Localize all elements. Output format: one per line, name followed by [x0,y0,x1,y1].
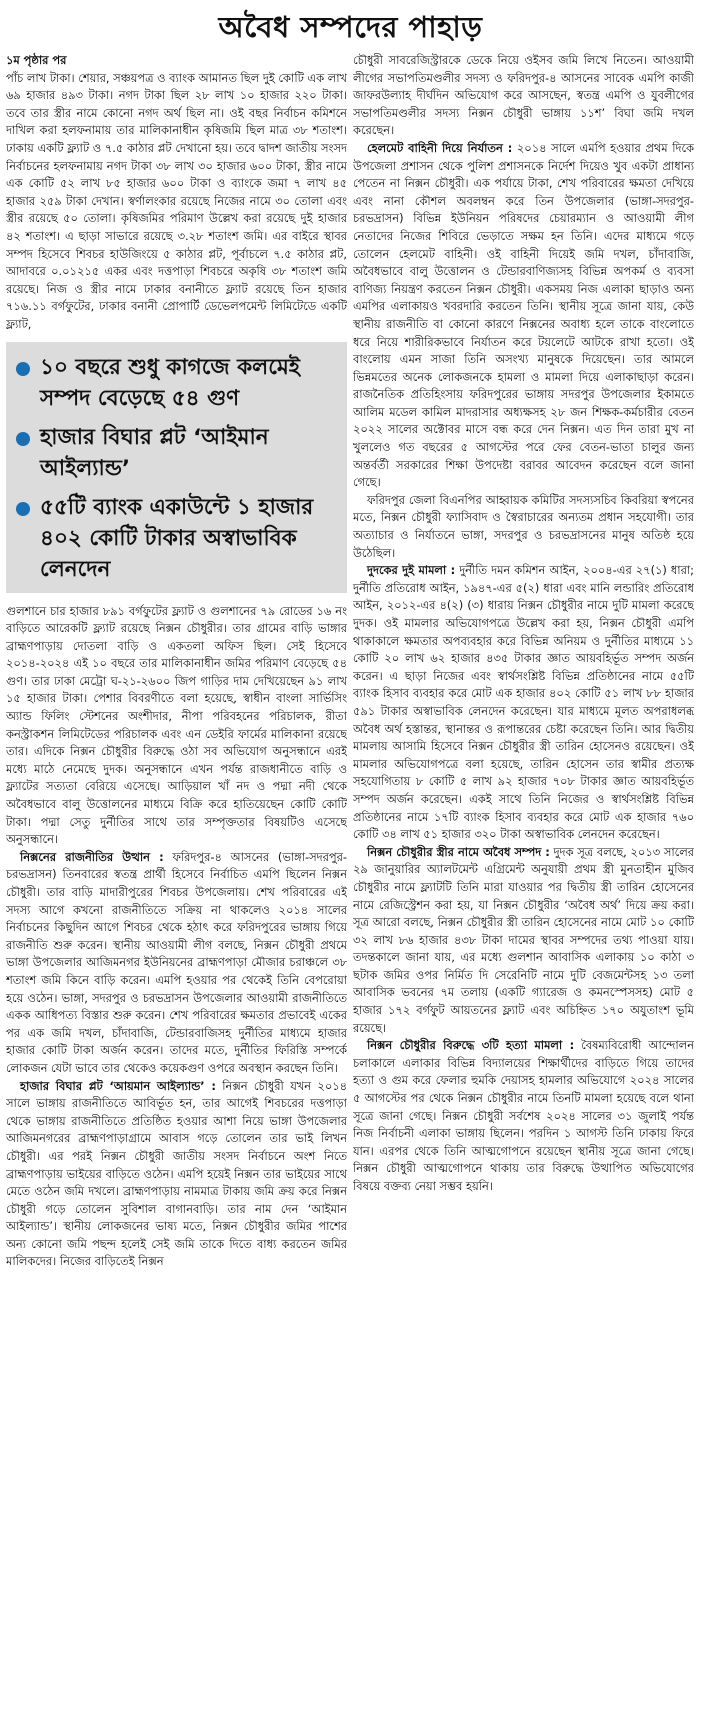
section-text: দুদক সূত্র বলছে, ২০১৩ সালের ২৯ জানুয়ারির অ্যালটমেন্ট এগ্রিমেন্ট অনুযায়ী প্রথম স্ত্রী মুনতাহীন মুজিব চৌধুরীর নামে ফ্ল্যাটটি তিনি মারা যাওয়ার পর দ্বিতীয় স্ত্রী তারিন হোসেনের নামে রেজিস্ট্রেশন করা হয়, যা নিক্সন চৌধুরীর ‘অবৈধ অর্থ’ দিয়ে ক্রয় করা। সূত্র আরো বলছে, নিক্সন চৌধুরীর স্ত্রী তারিন হোসেনের নামে মোট ১০ কোটি ৩২ লাখ ৮৬ হাজার ৪৩৮ টাকা দামের স্থাবর সম্পদের তথ্য পাওয়া যায়। তদন্তকালে জানা যায়, এর মধ্যে গুলশান আবাসিক এলাকায় ১০ কাঠা ৩ ছটাক জমির ওপর নির্মিত দি সেরেনিটি নামে দুটি বেজমেন্টসহ ১৩ তলা আবাসিক ভবনের ৭ম তলায় (একটি গ্যারেজ ও কমনস্পেসসহ) মোট ৫ হাজার ১৭২ বর্গফুট আয়তনের ফ্ল্যাট এবং অচিহ্নিত ১৭০ অযুতাংশ ভূমি রয়েছে। [353,844,694,1035]
section-title: নিক্সন চৌধুরীর স্ত্রীর নামে অবৈধ সম্পদ : [367,844,550,859]
highlight-text: হাজার বিঘার প্লট ‘আইমান আইল্যান্ড’ [40,424,269,481]
left-paragraph-1: পাঁচ লাখ টাকা। শেয়ার, সঞ্চয়পত্র ও ব্যাংক আমানত ছিল দুই কোটি এক লাখ ৬৯ হাজার ৪৯৩ টাকা। নগদ টাকা ছিল ২৮ লাখ ১০ হাজার ২২০ টাকা। তবে তার স্ত্রীর নামে কোনো নগদ অর্থ ছিল না। ওই বছর নির্বাচন কমিশনে দাখিল করা হলফনামায় তার মালিকানাধীন কৃষিজমি ছিল মাত্র ৩৮ শতাংশ। ঢাকায় একটি ফ্ল্যাট ও ৭.৫ কাঠার প্লট দেখানো হয়। তবে দ্বাদশ জাতীয় সংসদ নির্বাচনের হলফনামায় নগদ টাকা ৩৮ লাখ ৩০ হাজার ৬০০ টাকা, স্ত্রীর নামে এক কোটি ৫২ লাখ ৮৫ হাজার ৬০০ টাকা ও ব্যাংকে জমা ৭ লাখ ৪৫ হাজার ২৫৯ টাকা দেখান। স্বর্ণালংকার রয়েছে নিজের নামে ৩০ তোলা এবং স্ত্রীর রয়েছে ৫০ তোলা। কৃষিজমির পরিমাণ উল্লেখ করা রয়েছে দুই হাজার ৪২ শতাংশ। এ ছাড়া সাভারে রয়েছে ৩.২৮ শতাংশ জমি। এর বাইরে স্থাবর সম্পদ হিসেবে শিবচর হাউজিংয়ে ৫ কাঠার প্লট, পূর্বাচলে ৭.৫ কাঠার প্লট, আদাবরে ০.০১২১৫ একর এবং দত্তপাড়া শিবচরে অকৃষি ৩৮ শতাংশ জমি রয়েছে। নিজ ও স্ত্রীর নামে ঢাকার বনানীতে ফ্ল্যাট রয়েছে তিন হাজার ৭১৬.১১ বর্গফুটের, ঢাকার বনানী প্রোপার্টি ডেভেলপমেন্ট লিমিটেডে একটি ফ্ল্যাট, [6,70,347,331]
highlight-box [6,342,347,593]
section-text: ২০১৪ সালে এমপি হওয়ার প্রথম দিকে উপজেলা প্রশাসন থেকে পুলিশ প্রশাসনকে নির্দেশ দিয়েও খুব একটা প্রাধান্য পেতেন না নিক্সন চৌধুরী। এক পর্যায়ে টাকা, শেখ পরিবারের ক্ষমতা দেখিয়ে এবং নানা কৌশল অবলম্বন করে তিন উপজেলার (ভাঙ্গা-সদরপুর-চরভদ্রাসন) বিভিন্ন ইউনিয়ন পরিষদের চেয়ারম্যান ও আওয়ামী লীগ নেতাদের নিজের শিবিরে ভেড়াতে সক্ষম হন তিনি। এদের মাধ্যমে গড়ে তোলেন হেলমেট বাহিনী। ওই বাহিনী দিয়েই জমি দখল, চাঁদাবাজি, অবৈধভাবে বালু উত্তোলন ও টেন্ডারবাণিজ্যসহ বিভিন্ন অপকর্ম ও ব্যবসা বাণিজ্য নিয়ন্ত্রণ করতেন নিক্সন চৌধুরী। একসময় নিজ এলাকা ছাড়াও অন্য এমপির এলাকায়ও খবরদারি করতেন তিনি। স্থানীয় সূত্রে জানা যায়, কেউ স্থানীয় রাজনীতি বা কোনো কারণে নিক্সনের অবাধ্য হলে তাকে বাংলোতে ধরে নিয়ে শারীরিকভাবে নির্যাতন করে টয়লেটে আটকে রাখা হতো। ওই বাংলোয় এমন সাজা তিনি অসংখ্য মানুষকে দিয়েছেন। তার আমলে ভিন্নমতের অনেক লোকজনকে হামলা ও মামলা দিয়ে এলাকাছাড়া করেন। রাজনৈতিক প্রতিহিংসায় ফরিদপুরের ভাঙ্গায় সদরপুর উপজেলার ইকামতে আলিম মডেল কামিল মাদরাসার অধ্যক্ষসহ ২৮ জন শিক্ষক-কর্মচারীর বেতন ২০২২ সালের অক্টোবর মাসে বন্ধ করে দেন নিক্সন। এত দিন তারা মুখ না খুললেও গত বছরের ৫ আগস্টের পরে ফের বেতন-ভাতা চালুর জন্য অন্তর্বর্তী সরকারের শিক্ষা উপদেষ্টা বরাবর আবেদন করেছেন বলে জানা গেছে। [353,140,694,490]
highlight-item [16,352,337,414]
bullet-icon [16,502,30,516]
section-title: নিক্সন চৌধুরীর বিরুদ্ধে ৩টি হত্যা মামলা : [367,1038,575,1053]
article-columns [6,52,695,1725]
bullet-icon [16,362,30,376]
section-wife-assets [353,844,694,1038]
section-political-rise [6,849,347,1078]
section-text: নিক্সন চৌধুরী যখন ২০১৪ সালে ভাঙ্গায় রাজনীতিতে আবির্ভূত হন, তার আগেই শিবচরের দত্তপাড়া থেকে ভাঙ্গায় রাজনীতিতে প্রতিষ্ঠিত হওয়ার আশা নিয়ে ভাঙ্গা উপজেলার আজিমনগরের ব্রাহ্মণপাড়াগ্রামে আবাস গড়ে তোলেন তার ভাই লিখন চৌধুরী। এর পরই নিক্সন চৌধুরী জাতীয় সংসদ নির্বাচনে অংশ নিতে ব্রাহ্মণপাড়ায় ভাইয়ের বাড়িতে ওঠেন। এমপি হয়েই নিক্সন তার ভাইয়ের সাথে মেতে ওঠেন জমি দখলে। ব্রাহ্মণপাড়ায় নামমাত্র টাকায় জমি ক্রয় করে নিক্সন চৌধুরী গড়ে তোলেন সুবিশাল বাগানবাড়ি। তার নাম দেন ‘আইমান আইল্যান্ড’। স্থানীয় লোকজনের ভাষ্য মতে, নিক্সন চৌধুরীর জমির পাশের অন্য কোনো জমি পছন্দ হলেই সেই জমি তাকে দিতে বাধ্য করতেন জমির মালিকদের। নিজের বাড়িতেই নিক্সন [6,1078,347,1269]
highlight-text: ১০ বছরে শুধু কাগজে কলমেই সম্পদ বেড়েছে ৫৪ গুণ [40,354,300,411]
right-paragraph-2: ফরিদপুর জেলা বিএনপির আহ্বায়ক কমিটির সদস্যসচিব কিবরিয়া স্বপনের মতে, নিক্সন চৌধুরী ফ্যাসিবাদ ও স্বৈরাচারের অন্যতম প্রধান সহযোগী। তার অত্যাচার ও নির্যাতনে ভাঙ্গা, সদরপুর ও চরভদ্রাসনের মানুষ অতিষ্ঠ হয়ে উঠেছিল। [353,492,694,560]
highlight-text: ৫৫টি ব্যাংক একাউন্টে ১ হাজার ৪০২ কোটি টাকার অস্বাভাবিক লেনদেন [40,494,314,582]
section-murder-cases [353,1037,694,1195]
headline: অবৈধ সম্পদের পাহাড় [218,10,483,44]
right-column [353,52,694,1725]
section-text: দুর্নীতি দমন কমিশন আইন, ২০০৪-এর ২৭(১) ধারা; দুর্নীতি প্রতিরোধ আইন, ১৯৪৭-এর ৫(২) ধারা এবং মানি লন্ডারিং প্রতিরোধ আইন, ২০১২-এর ৪(২) (৩) ধারায় নিক্সন চৌধুরীর নামে দুটি মামলা করেছে দুদক। ওই মামলার অভিযোগপত্রে উল্লেখ করা হয়, নিক্সন চৌধুরী এমপি থাকাকালে ক্ষমতার অপব্যবহার করে বিভিন্ন অনিয়ম ও দুর্নীতির মাধ্যমে ১১ কোটি ২০ লাখ ৬২ হাজার ৪৩৫ টাকার জ্ঞাত আয়বহির্ভূত সম্পদ অর্জন করেন। এ ছাড়া নিজের এবং স্বার্থসংশ্লিষ্ট বিভিন্ন প্রতিষ্ঠানের নামে ৫৫টি ব্যাংক হিসাব ব্যবহার করে মোট এক হাজার ৪০২ কোটি ৫১ লাখ ৮৮ হাজার ৫৯১ টাকার অস্বাভাবিক লেনদেন করেছেন। যার মাধ্যমে মূলত অপরাধলব্ধ অবৈধ অর্থ হস্তান্তর, স্থানান্তর ও রূপান্তরের চেষ্টা করেছেন তিনি। আর দ্বিতীয় মামলায় আসামি হিসেবে নিক্সন চৌধুরীর স্ত্রী তারিন হোসেনও রয়েছেন। ওই মামলার অভিযোগপত্রে বলা হয়েছে, তারিন হোসেন তার স্বামীর প্রত্যক্ষ সহযোগিতায় ৮ কোটি ৫ লাখ ৯২ হাজার ৭০৮ টাকার জ্ঞাত আয়বহির্ভূত সম্পদ অর্জন করেছেন। একই সাথে তিনি নিজের ও স্বার্থসংশ্লিষ্ট বিভিন্ন প্রতিষ্ঠানের নামে ১৭টি ব্যাংক হিসাব ব্যবহার করে মোট এক হাজার ৭৬০ কোটি ৩৪ লাখ ৫১ হাজার ৩২০ টাকা অস্বাভাবিক লেনদেন করেছেন। [353,563,694,842]
left-column [6,52,347,1725]
bullet-icon [16,432,30,446]
continued-from-label: ১ম পৃষ্ঠার পর [6,53,67,67]
right-paragraph-1: চৌধুরী সাবরেজিস্ট্রারকে ডেকে নিয়ে ওইসব জমি লিখে নিতেন। আওয়ামী লীগের সভাপতিমণ্ডলীর সদস্য ও ফরিদপুর-৪ আসনের সাবেক এমপি কাজী জাফরউল্যাহ দীর্ঘদিন অভিযোগ করে আসছেন, স্বতন্ত্র এমপি ও যুবলীগের সভাপতিমণ্ডলীর সদস্য নিক্সন চৌধুরী ভাঙ্গায় ১১শ’ বিঘা জমি দখল করেছেন। [353,53,694,138]
section-title: নিক্সনের রাজনীতির উত্থান : [20,849,164,864]
section-title: দুদকের দুই মামলা : [367,563,456,578]
left-paragraph-2: গুলশানে চার হাজার ৮৯১ বর্গফুটের ফ্ল্যাট ও গুলশানের ৭৯ রোডের ১৬ নং বাড়িতে আরেকটি ফ্ল্যাট রয়েছে নিক্সন চৌধুরীর। তার গ্রামের বাড়ি ভাঙ্গার ব্রাহ্মণপাড়ায় দোতলা বাড়ি ও একতলা অফিস ছিল। সেই হিসেবে ২০১৪-২০২৪ এই ১০ বছরে তার মালিকানাধীন জমির পরিমাণ বেড়েছে ৫৪ গুণ। তার ঢাকা মেট্রো ঘ-২১-২৬০০ জিপ গাড়ির দাম দেখিয়েছেন ৯১ লাখ ১৫ হাজার টাকা। পেশার বিবরণীতে বলা হয়েছে, স্বাধীন বাংলা সার্ভিসিং অ্যান্ড ফিলিং স্টেশনের অংশীদার, নীপা পরিবহনের পরিচালক, রীতা কনস্ট্রাকশন লিমিটেডের পরিচালক এবং এন ডেইরি ফার্মের মালিকানা রয়েছে তার। এদিকে নিক্সন চৌধুরীর বিরুদ্ধে ওঠা সব অভিযোগ অনুসন্ধানে এরই মধ্যে মাঠে নেমেছে দুদক। অনুসন্ধানে এখন পর্যন্ত রাজধানীতে বাড়ি ও ফ্ল্যাটের সত্যতা বেরিয়ে এসেছে। আড়িয়াল খাঁ নদ ও পদ্মা নদী থেকে অবৈধভাবে বালু উত্তোলনের মাধ্যমে বিক্রি করে হাতিয়েছেন কোটি কোটি টাকা। পদ্মা সেতু দুর্নীতির সাথে তার সম্পৃক্ততার বিষয়টিও এসেছে অনুসন্ধানে। [6,603,347,847]
section-helmet-force [353,140,694,492]
section-title: হাজার বিঘার প্লট ‘আয়মান আইল্যান্ড’ : [20,1078,216,1093]
highlight-item [16,422,337,484]
section-title: হেলমেট বাহিনী দিয়ে নির্যাতন : [367,140,513,155]
section-text: ফরিদপুর-৪ আসনের (ভাঙ্গা-সদরপুর-চরভদ্রাসন) তিনবারের স্বতন্ত্র প্রার্থী হিসেবে নির্বাচিত এমপি ছিলেন নিক্সন চৌধুরী। তার বাড়ি মাদারীপুরের শিবচর উপজেলায়। শেখ পরিবারের এই সদস্য আগে কখনো রাজনীতিতে সক্রিয় না থাকলেও ২০১৪ সালের নির্বাচনের কিছুদিন আগে শিবচর থেকে হঠাৎ করে ফরিদপুরের ভাঙ্গায় গিয়ে রাজনীতি শুরু করেন। স্থানীয় আওয়ামী লীগ বলছে, নিক্সন চৌধুরী প্রথমে ভাঙ্গা উপজেলার আজিমনগর ইউনিয়নের ব্রাহ্মণপাড়া মৌজার চরাঞ্চলে ৩৮ শতাংশ জমি কিনে বাড়ি করেন। এমপি হওয়ার পর থেকেই তিনি বেপরোয়া হয়ে ওঠেন। ভাঙ্গা, সদরপুর ও চরভদ্রাসন উপজেলার আওয়ামী রাজনীতিতে একক আধিপত্য বিস্তার শুরু করেন। শেখ পরিবারের ক্ষমতার প্রভাবেই একের পর এক জমি দখল, চাঁদাবাজি, টেন্ডারবাজিসহ দুর্নীতির মাধ্যমে হাজার হাজার কোটি টাকা অর্জন করেন। তাদের মতে, দুর্নীতির ফিরিস্তি সম্পর্কে লোকজন যেটা ভাবে তার থেকেও কয়েকগুণ ওপরে অবস্থান করছেন তিনি। [6,849,347,1075]
highlight-item [16,492,337,585]
section-text: বৈষম্যবিরোধী আন্দোলন চলাকালে এলাকার বিভিন্ন বিদ্যালয়ের শিক্ষার্থীদের বাড়িতে গিয়ে তাদের হত্যা ও গুম করে ফেলার হুমকি দেয়াসহ হামলার অভিযোগে ২০২৪ সালের ৫ আগস্টের পর থেকে নিক্সন চৌধুরীর নামে তিনটি মামলা হয়েছে বলে থানা সূত্রে জানা গেছে। নিক্সন চৌধুরী সর্বশেষ ২০২৪ সালের ৩১ জুলাই পর্যন্ত নিজ নির্বাচনী এলাকা ভাঙ্গায় ছিলেন। পরদিন ১ আগস্ট তিনি ঢাকায় ফিরে যান। এরপর থেকে তিনি আত্মগোপনে রয়েছেন স্থানীয় সূত্রে জানা গেছে। নিক্সন চৌধুরী আত্মগোপনে থাকায় তার বিরুদ্ধে উত্থাপিত অভিযোগের বিষয়ে বক্তব্য নেয়া সম্ভব হয়নি। [353,1038,694,1193]
section-aiman-island [6,1078,347,1272]
section-acc-cases [353,562,694,844]
